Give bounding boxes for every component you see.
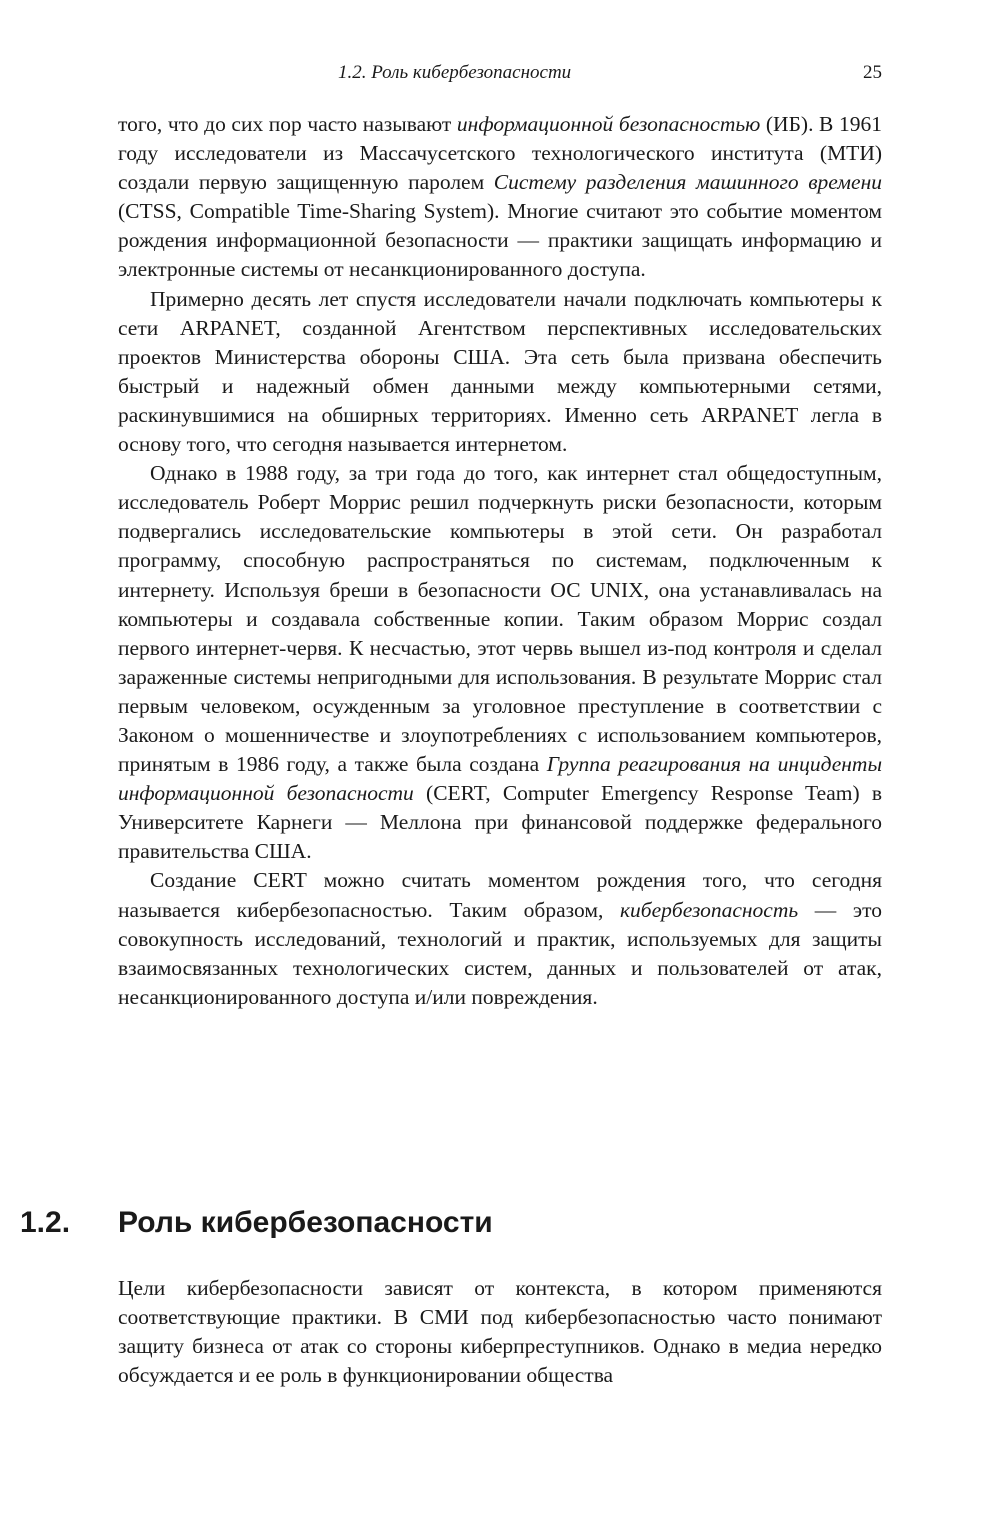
text-run: Цели кибербезопасности зависят от контекста, в котором применяются соответствующие практики. В СМИ под кибербезопасностью часто понимают защиту бизнеса от атак со стороны киберпреступников. Однако в медиа нередко обсуждается и ее роль в функционировании общества	[118, 1276, 882, 1388]
paragraph	[118, 285, 882, 460]
text-run: — это совокупность исследований, технологий и практик, используемых для защиты взаимосвязанных технологических систем, данных и пользователей от атак, несанкционированного доступа и/или повреждения.	[118, 897, 882, 1009]
section-body-text	[118, 1274, 882, 1390]
section-title: Роль кибербезопасности	[118, 1206, 493, 1239]
text-run: (CTSS, Compatible Time-Sharing System). Многие считают это событие моментом рождения информационной безопасности — практики защищать информацию и электронные системы от несанкционированного доступа.	[118, 199, 882, 282]
section-heading	[20, 1206, 920, 1250]
italic-term: Группа реагирования на инциденты информационной безопасности	[118, 752, 883, 806]
paragraph	[118, 1274, 882, 1390]
section-number: 1.2.	[20, 1206, 71, 1239]
paragraph	[118, 110, 882, 285]
running-header	[0, 62, 1000, 86]
paragraph	[118, 866, 882, 1011]
italic-term: информационной безопасностью	[456, 112, 761, 136]
italic-term: кибербезопасность	[619, 897, 799, 922]
text-run: (ИБ). В 1961 году исследователи из Массачусетского технологического института (МТИ) создали первую защищенную паролем	[118, 112, 882, 195]
italic-term: Систему разделения машинного времени	[493, 170, 882, 195]
text-run: Создание CERT можно считать моментом рождения того, что сегодня называется кибербезопасностью. Таким образом,	[118, 868, 882, 922]
page-number: 25	[863, 62, 882, 83]
body-text	[118, 110, 882, 1012]
text-run: того, что до сих пор часто называют	[118, 112, 457, 136]
text-run: Примерно десять лет спустя исследователи начали подключать компьютеры к сети ARPANET, созданной Агентством перспективных исследовательских проектов Министерства обороны США. Эта сеть была призвана обеспечить быстрый и надежный обмен данными между компьютерными сетями, раскинувшимися на обширных территориях. Именно сеть ARPANET легла в основу того, что сегодня называется интернетом.	[118, 286, 882, 457]
running-title: 1.2. Роль кибербезопасности	[338, 62, 572, 83]
paragraph	[118, 459, 882, 866]
text-run: Однако в 1988 году, за три года до того, как интернет стал общедоступным, исследователь Роберт Моррис решил подчеркнуть риски безопасности, которым подвергались исследовательские компьютеры в этой сети. Он разработал программу, способную распространяться по системам, подключенным к интернету. Используя бреши в безопасности ОС UNIX, она устанавливалась на компьютеры и создавала собственные копии. Таким образом Моррис создал первого интернет-червя. К несчастью, этот червь вышел из-под контроля и сделал зараженные системы непригодными для использования. В результате Моррис стал первым человеком, осужденным за уголовное преступление в соответствии с Законом о мошенничестве и злоупотреблениях с использованием компьютеров, принятым в 1986 году, а также была создана	[118, 461, 882, 777]
text-run: (CERT, Computer Emergency Response Team) в Университете Карнеги — Меллона при финансовой поддержке федерального правительства США.	[118, 781, 882, 864]
